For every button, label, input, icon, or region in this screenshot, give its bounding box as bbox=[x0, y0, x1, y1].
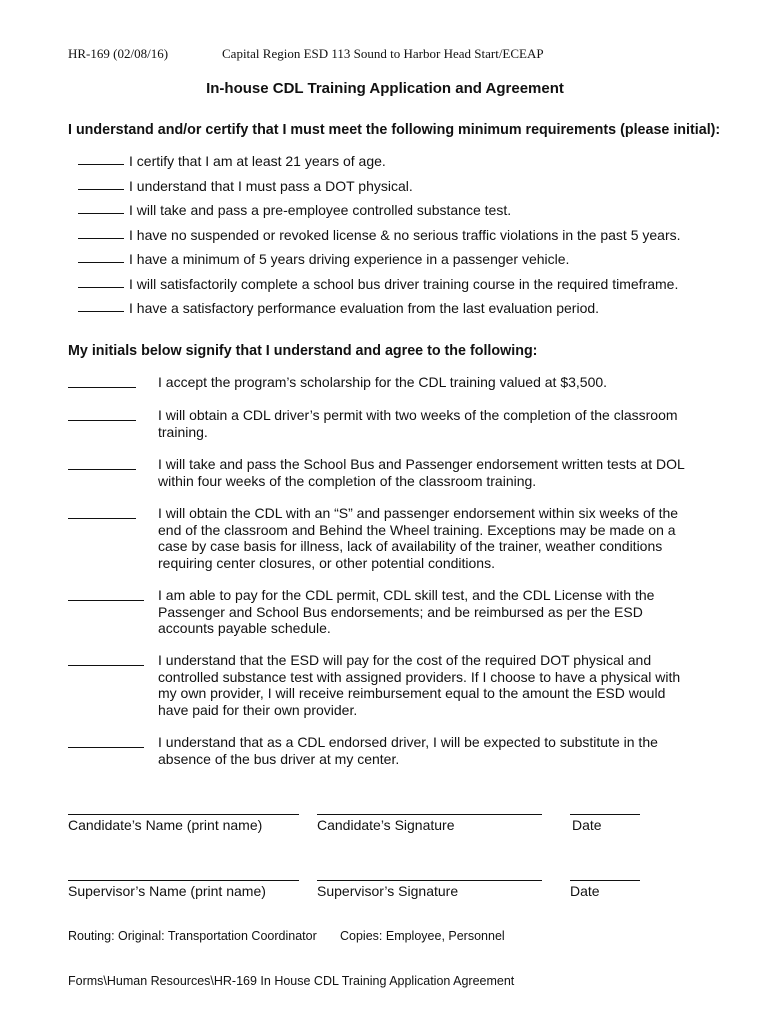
routing-original: Routing: Original: Transportation Coordinator bbox=[68, 929, 317, 943]
initial-blank[interactable] bbox=[68, 387, 136, 388]
agreement-text: I understand that the ESD will pay for the cost of the required DOT physical and controlled substance test with assigned providers. If I choose to have a physical with my own provider, I will receive reimbursement equal to the amount the ESD would have paid for their own provider. bbox=[158, 652, 681, 718]
agreement-text: I will take and pass the School Bus and Passenger endorsement written tests at DOL within four weeks of the completion of the classroom training. bbox=[158, 456, 685, 489]
requirement-item bbox=[78, 178, 413, 194]
requirement-text: I have a minimum of 5 years driving experience in a passenger vehicle. bbox=[129, 251, 570, 267]
supervisor-signature-label: Supervisor’s Signature bbox=[317, 883, 459, 899]
supervisor-name-line[interactable] bbox=[68, 880, 299, 881]
candidate-date-line[interactable] bbox=[570, 814, 640, 815]
requirement-text: I have a satisfactory performance evaluation from the last evaluation period. bbox=[129, 300, 600, 316]
candidate-name-line[interactable] bbox=[68, 814, 299, 815]
supervisor-name-label: Supervisor’s Name (print name) bbox=[68, 883, 266, 899]
initial-blank[interactable] bbox=[78, 213, 124, 214]
requirement-text: I certify that I am at least 21 years of age. bbox=[129, 153, 386, 169]
agreements-heading: My initials below signify that I understand and agree to the following: bbox=[68, 343, 538, 359]
routing-copies: Copies: Employee, Personnel bbox=[340, 929, 505, 943]
requirement-text: I will satisfactorily complete a school bus driver training course in the required timeframe. bbox=[129, 276, 679, 292]
initial-blank[interactable] bbox=[68, 665, 144, 666]
initial-blank[interactable] bbox=[68, 600, 144, 601]
supervisor-date-line[interactable] bbox=[570, 880, 640, 881]
candidate-date-label: Date bbox=[572, 817, 602, 833]
organization-name: Capital Region ESD 113 Sound to Harbor Head Start/ECEAP bbox=[222, 46, 544, 61]
agreement-text: I accept the program’s scholarship for the CDL training valued at $3,500. bbox=[158, 374, 608, 390]
requirement-item bbox=[78, 251, 569, 267]
initial-blank[interactable] bbox=[68, 420, 136, 421]
initial-blank[interactable] bbox=[68, 747, 144, 748]
initial-blank[interactable] bbox=[68, 469, 136, 470]
requirement-text: I will take and pass a pre-employee controlled substance test. bbox=[129, 202, 512, 218]
requirement-item bbox=[78, 202, 511, 218]
candidate-signature-line[interactable] bbox=[317, 814, 542, 815]
page-title: In-house CDL Training Application and Agreement bbox=[206, 80, 564, 97]
initial-blank[interactable] bbox=[68, 518, 136, 519]
initial-blank[interactable] bbox=[78, 311, 124, 312]
requirement-item bbox=[78, 227, 681, 243]
candidate-name-label: Candidate’s Name (print name) bbox=[68, 817, 263, 833]
initial-blank[interactable] bbox=[78, 262, 124, 263]
requirement-text: I understand that I must pass a DOT physical. bbox=[129, 178, 413, 194]
candidate-signature-label: Candidate’s Signature bbox=[317, 817, 455, 833]
supervisor-date-label: Date bbox=[570, 883, 600, 899]
agreement-text: I understand that as a CDL endorsed driver, I will be expected to substitute in the absence of the bus driver at my center. bbox=[158, 734, 658, 767]
initial-blank[interactable] bbox=[78, 287, 124, 288]
footer-file-path: Forms\Human Resources\HR-169 In House CDL Training Application Agreement bbox=[68, 974, 515, 988]
requirement-text: I have no suspended or revoked license & no serious traffic violations in the past 5 years. bbox=[129, 227, 681, 243]
initial-blank[interactable] bbox=[78, 164, 124, 165]
agreement-text: I will obtain the CDL with an “S” and passenger endorsement within six weeks of the end of the classroom and Behind the Wheel training. Exceptions may be made on a case by case basis for illness, lack of availability of the trainer, weather conditions requiring center closures, or other potential conditions. bbox=[158, 505, 679, 571]
supervisor-signature-line[interactable] bbox=[317, 880, 542, 881]
requirements-heading: I understand and/or certify that I must meet the following minimum requirements (please initial): bbox=[68, 122, 721, 138]
requirement-item bbox=[78, 300, 599, 316]
initial-blank[interactable] bbox=[78, 189, 124, 190]
form-id: HR-169 (02/08/16) bbox=[68, 46, 169, 61]
requirement-item bbox=[78, 276, 678, 292]
initial-blank[interactable] bbox=[78, 238, 124, 239]
agreement-text: I will obtain a CDL driver’s permit with two weeks of the completion of the classroom training. bbox=[158, 407, 678, 440]
agreement-text: I am able to pay for the CDL permit, CDL skill test, and the CDL License with the Passenger and School Bus endorsements; and be reimbursed as per the ESD accounts payable schedule. bbox=[158, 587, 655, 636]
requirement-item bbox=[78, 153, 386, 169]
